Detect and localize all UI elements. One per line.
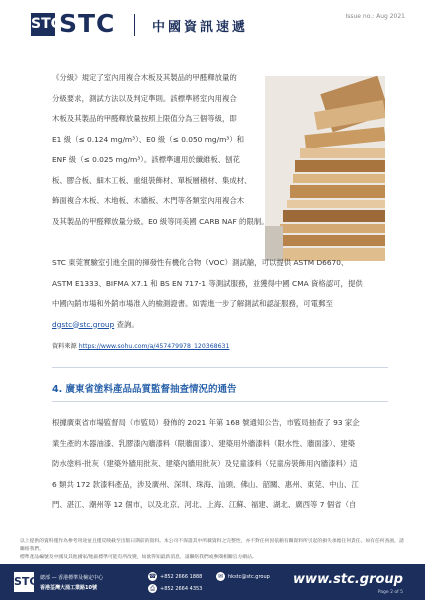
header-divider (134, 14, 135, 36)
fax-icon: ⎙ (148, 584, 157, 593)
text-line (52, 315, 387, 336)
page-header (0, 0, 425, 44)
disclaimer-line: 以上提供的資料僅作為參考用途並且僅反映截至出版日期前的資料。本公司不保證其中所載資料之完整性，亦不對任何因依賴有關資料所引起的損失承擔任何責任。如有任何查詢，請聯絡我們。 (20, 539, 404, 552)
text-line: 板、膠合板、細木工板、重組裝飾材、單板層積材、集成材、 (52, 175, 252, 185)
footer-phone: +852 2666 1888 (160, 574, 203, 580)
text-line: 飾面複合木板、木地板、木牆板、木門等各類室內用複合木 (52, 196, 245, 205)
paragraph-guangdong-coatings (52, 413, 390, 516)
stc-logo-mark: STC (31, 13, 55, 36)
text-line: 防水塗料-批灰（建築外牆用批灰、建築內牆用批灰）及兒童漆料（兒童房裝飾用內牆漆料）這 (52, 459, 358, 468)
wood-panels-photo (265, 76, 385, 261)
text-line: ENF 級（≤ 0.025 mg/m³）。該標準適用於纖維板、刨花 (52, 155, 240, 164)
text-line: E1 級（≤ 0.124 mg/m³）、E0 級（≤ 0.050 mg/m³）和 (52, 134, 245, 144)
text-line: 門、湛江、潮州等 12 個市，以及北京、河北、上海、江蘇、福建、湖北、廣西等 7 個省（自 (52, 500, 357, 509)
section-rule-top (52, 367, 388, 368)
text-line: 《分級》規定了室內用複合木板及其製品的甲醛釋放量的 (52, 73, 237, 82)
page-number: Page 2 of 5 (377, 590, 403, 595)
paragraph-stc-services (52, 253, 387, 335)
footer-fax: +852 2664 4353 (160, 586, 203, 592)
footer-logo: STC (14, 572, 34, 592)
disclaimer-line: 標準產品編號及中國及其他國家/地區標準可能有所改變，如欲得知最新消息，請聯絡我們或參閱相關官方網站。 (20, 555, 257, 560)
text-line: 及其製品的甲醛釋放量分級。E0 級等同美國 CARB NAF 的限制。 (52, 216, 269, 226)
email-link[interactable]: dgstc@stc.group (52, 319, 115, 329)
text-line: ASTM E1333、BIFMA X7.1 和 BS EN 717-1 等測試服務，並獲得中國 CMA 資格認可，提供 (52, 278, 363, 288)
source-line (52, 341, 229, 350)
disclaimer (20, 538, 405, 562)
text-line: 根據廣東省市場監督局（市監局）發佈的 2021 年第 168 號通知公告，市監局抽查了 93 家企 (52, 418, 360, 427)
text-line: 業生產的木器油漆、乳膠漆內牆漆料（限牆面漆）、建築用外牆漆料（限水性、牆面漆）、建築 (52, 438, 356, 448)
source-label: 資料來源 (52, 343, 77, 350)
footer-address: 香港荃灣大涌工業路10號 (40, 585, 97, 591)
text-line: 分級要求，測試方法以及判定準則。該標準將室內用複合 (52, 93, 237, 103)
text-line: 木板及其製品的甲醛釋放量按照上限值分為三個等級，即 (52, 114, 237, 123)
section-4-title: 4. 廣東省塗料產品品質監督抽查情況的通告 (52, 384, 237, 395)
text-line: 中國內銷市場和外銷市場准入的檢測證書。如需進一步了解測試和認証服務，可電郵至 (52, 299, 333, 308)
phone-icon: ☎ (148, 573, 157, 580)
text-line: 6 類共 172 款漆料產品，涉及廣州、深圳、珠海、汕頭、佛山、韶關、惠州、東莞、中山、江 (52, 479, 359, 489)
newsletter-title: 中國資訊速遞 (152, 20, 249, 35)
text-line: STC 東莞實驗室引進全面的揮發性有機化合物（VOC）測試艙，可以提供 ASTM D6670、 (52, 258, 349, 267)
email-suffix: 查詢。 (114, 319, 139, 329)
footer-website[interactable]: www.stc.group (293, 572, 403, 587)
footer-org: 總部 — 香港標準及檢定中心 (40, 575, 104, 581)
issue-number: Issue no.: Aug 2021 (345, 13, 405, 20)
source-link[interactable]: https://www.sohu.com/a/457479978_120368631 (78, 343, 230, 350)
stc-logo-text: STC (59, 9, 116, 38)
section-rule-bottom (52, 401, 388, 402)
page-footer (0, 564, 425, 600)
paragraph-classification (52, 68, 269, 232)
mail-icon: ✉ (217, 573, 224, 580)
footer-email[interactable]: hkstc@stc.group (228, 574, 270, 580)
